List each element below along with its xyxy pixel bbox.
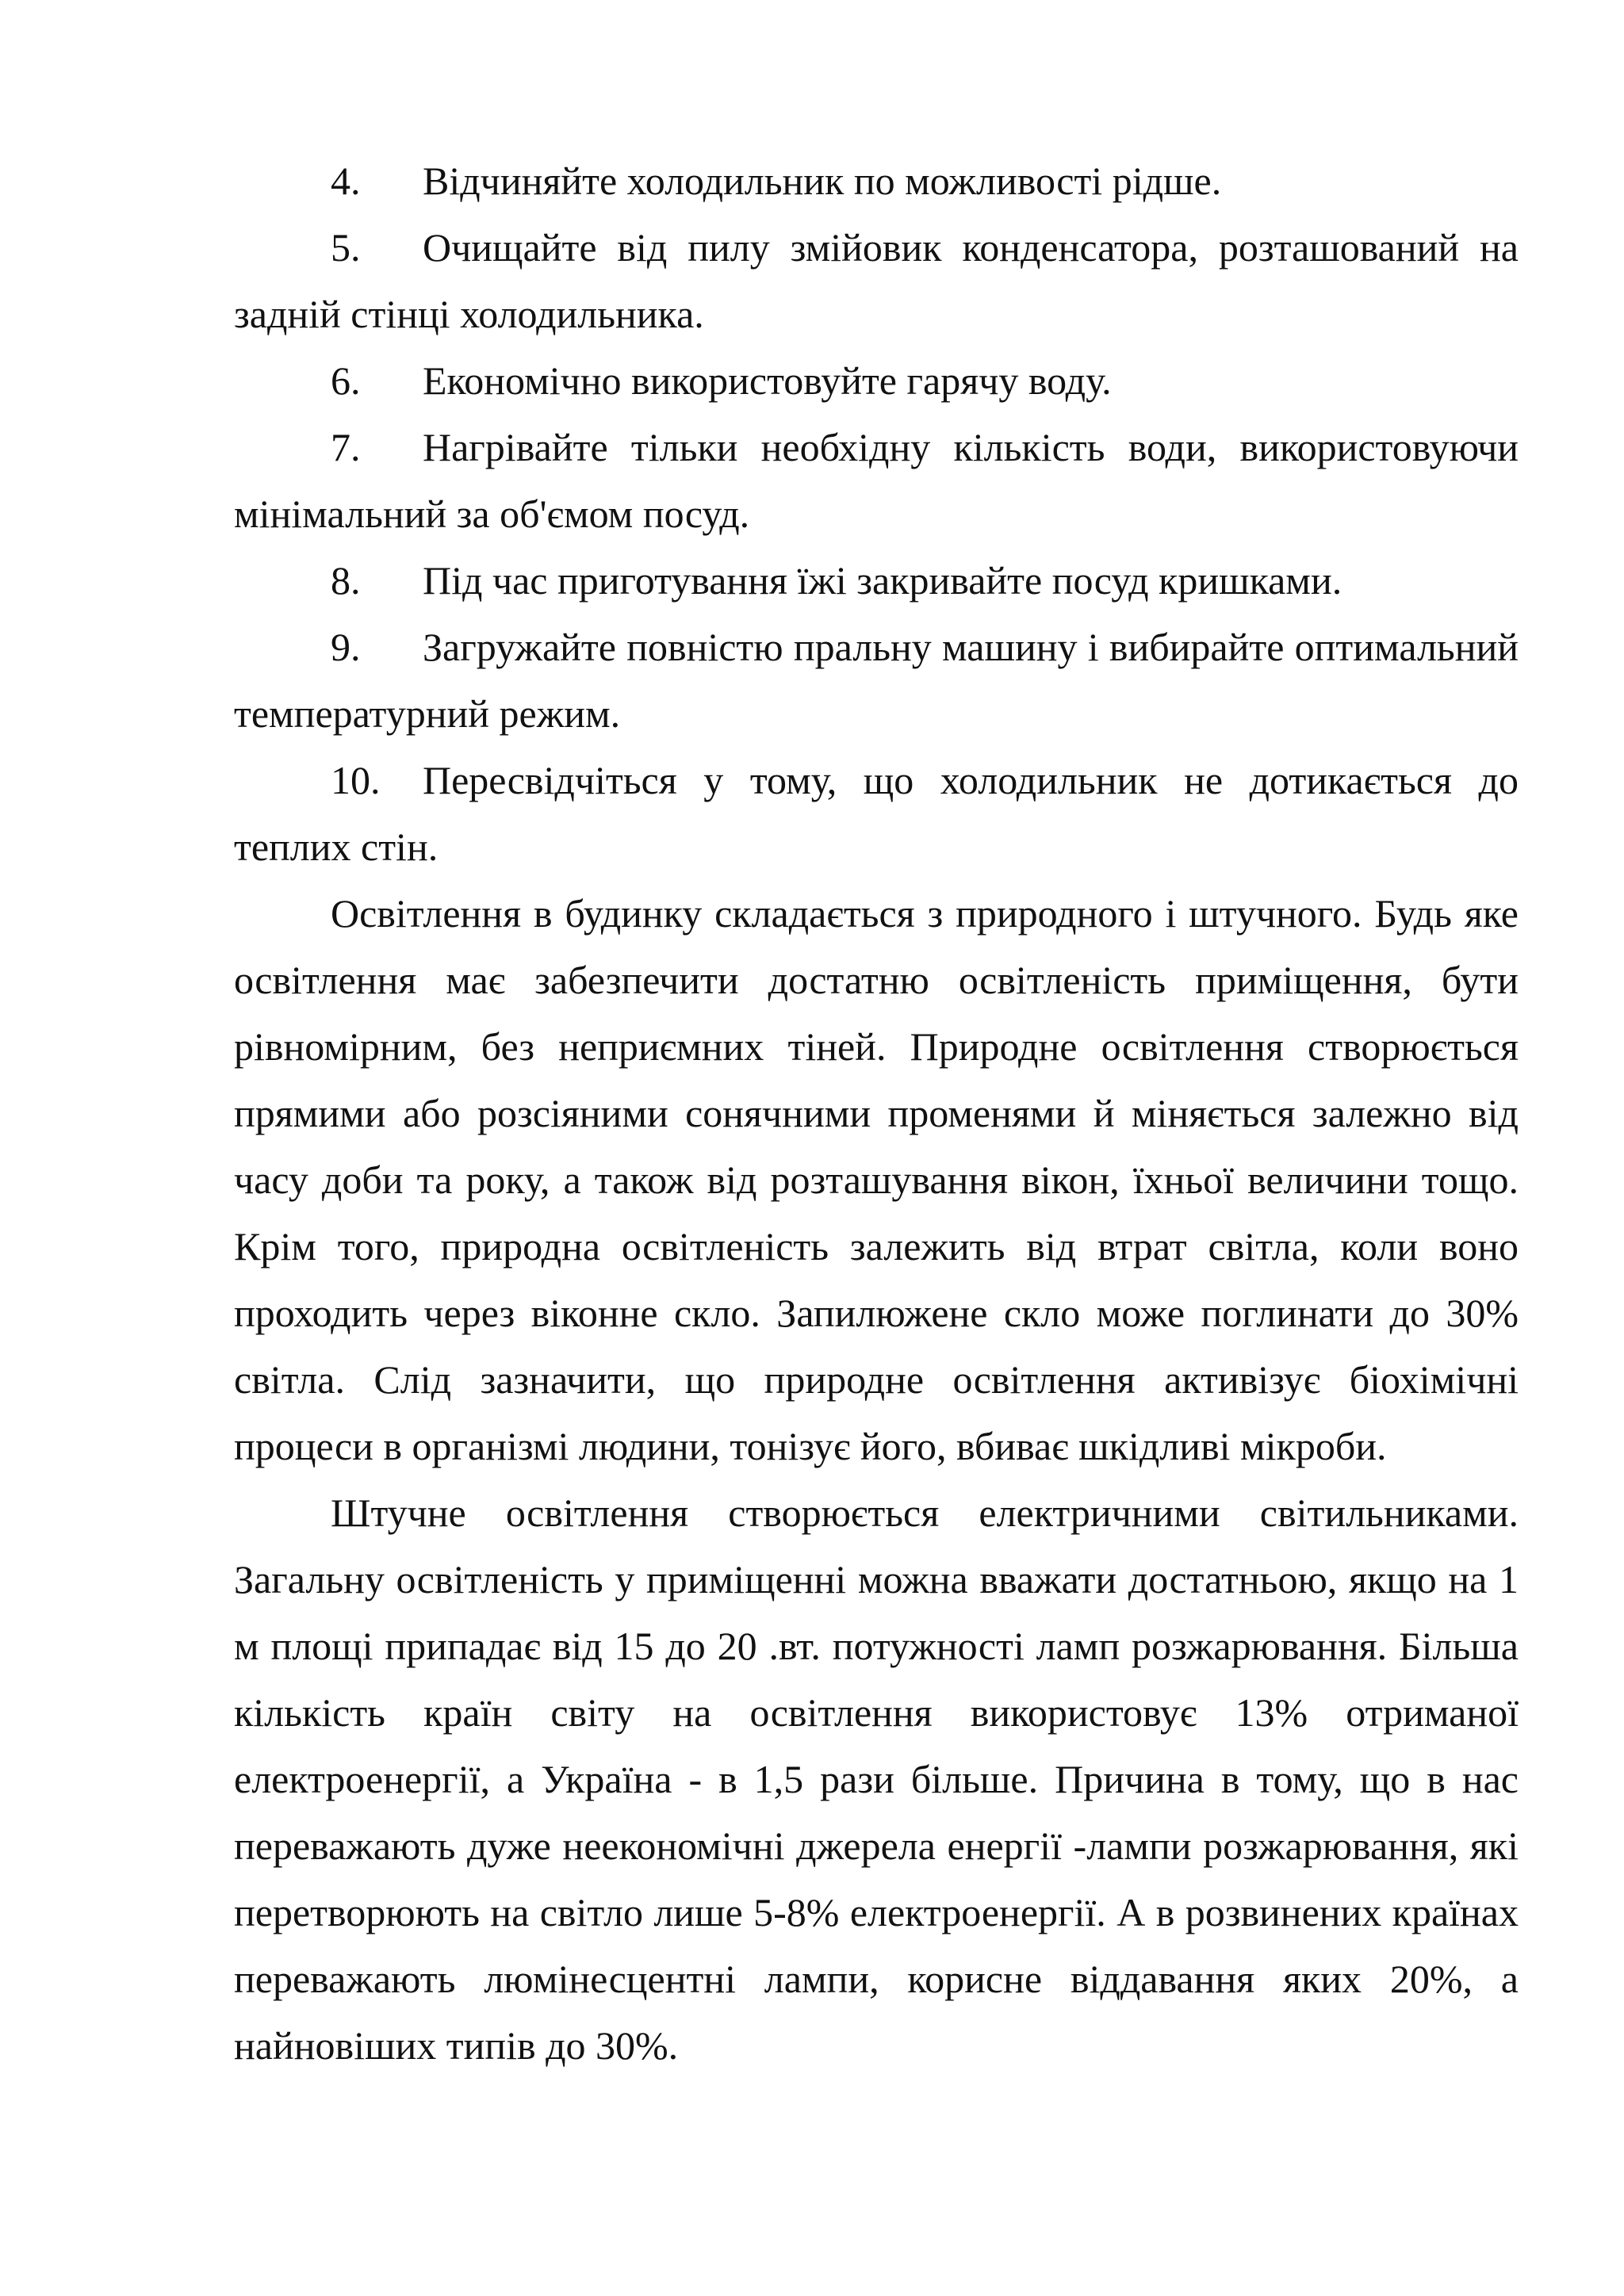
list-item-number: 10. bbox=[331, 758, 381, 802]
list-item-text: Відчиняйте холодильник по можливості рідше. bbox=[423, 159, 1222, 203]
list-item-number: 5. bbox=[331, 225, 361, 270]
list-item-8 bbox=[234, 547, 1519, 614]
list-item-10 bbox=[234, 747, 1519, 880]
list-item-9 bbox=[234, 614, 1519, 747]
document-page bbox=[234, 147, 1519, 2079]
list-item-text: Під час приготування їжі закривайте посуд кришками. bbox=[423, 558, 1342, 603]
list-item-number: 9. bbox=[331, 625, 361, 669]
list-item-4 bbox=[234, 147, 1519, 214]
list-item-text: Очищайте від пилу змійовик конденсатора, розташований на задній стінці холодильника. bbox=[234, 225, 1519, 336]
list-item-number: 7. bbox=[331, 425, 361, 469]
list-item-number: 6. bbox=[331, 358, 361, 403]
list-item-number: 8. bbox=[331, 558, 361, 603]
list-item-6 bbox=[234, 347, 1519, 414]
list-item-number: 4. bbox=[331, 159, 361, 203]
list-item-text: Нагрівайте тільки необхідну кількість води, використовуючи мінімальний за об'ємом посуд. bbox=[234, 425, 1519, 536]
paragraph-natural-lighting: Освітлення в будинку складається з природного і штучного. Будь яке освітлення має забезпечити достатню освітленість приміщення, бути рівномірним, без неприємних тіней. Природне освітлення створюється прямими або розсіяними сонячними променями й міняється залежно від часу доби та року, а також від розташування вікон, їхньої величини тощо. Крім того, природна освітленість залежить від втрат світла, коли воно проходить через віконне скло. Запилюжене скло може поглинати до 30% світла. Слід зазначити, що природне освітлення активізує біохімічні процеси в організмі людини, тонізує його, вбиває шкідливі мікроби. bbox=[234, 891, 1519, 1468]
list-item-text: Пересвідчіться у тому, що холодильник не дотикається до теплих стін. bbox=[234, 758, 1519, 869]
list-item-7 bbox=[234, 414, 1519, 547]
list-item-text: Загружайте повністю пральну машину і вибирайте оптимальний температурний режим. bbox=[234, 625, 1519, 736]
paragraph-artificial-lighting: Штучне освітлення створюється електричними світильниками. Загальну освітленість у приміщенні можна вважати достатньою, якщо на 1 м площі припадає від 15 до 20 .вт. потужності ламп розжарювання. Більша кількість країн світу на освітлення використовує 13% отриманої електроенергії, а Україна - в 1,5 рази більше. Причина в тому, що в нас переважають дуже неекономічні джерела енергії -лампи розжарювання, які перетворюють на світло лише 5-8% електроенергії. А в розвинених країнах переважають люмінесцентні лампи, корисне віддавання яких 20%, а найновіших типів до 30%. bbox=[234, 1490, 1519, 2068]
list-item-text: Економічно використовуйте гарячу воду. bbox=[423, 358, 1112, 403]
list-item-5 bbox=[234, 214, 1519, 347]
